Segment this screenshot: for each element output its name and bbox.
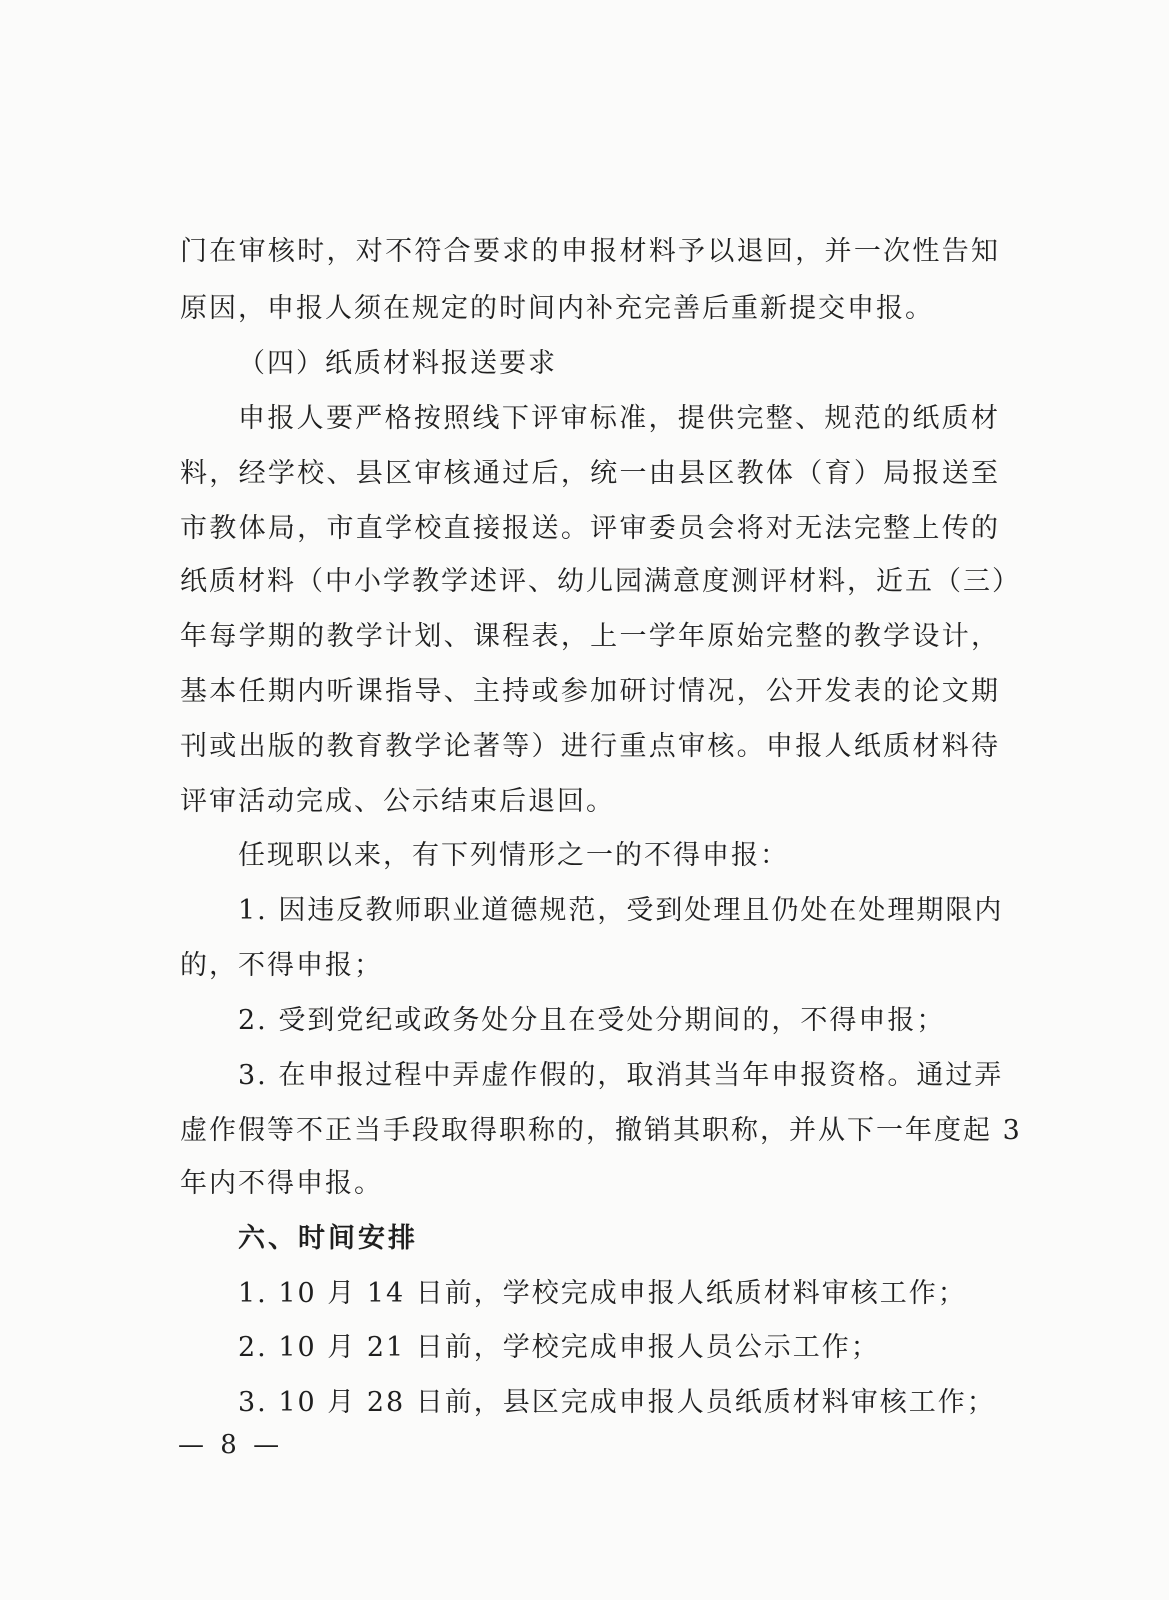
schedule-item: 3. 10 月 28 日前，县区完成申报人员纸质材料审核工作； [238,1387,996,1418]
paragraph-line: 门在审核时，对不符合要求的申报材料予以退回，并一次性告知 [180,236,1000,267]
paragraph-line: 年内不得申报。 [180,1168,383,1199]
paragraph-line: 评审活动完成、公示结束后退回。 [180,786,615,817]
page-number: — 8 — [178,1430,284,1460]
paragraph-line: 任现职以来，有下列情形之一的不得申报： [238,840,789,871]
paragraph-line: 基本任期内听课指导、主持或参加研讨情况，公开发表的论文期 [180,676,1000,707]
schedule-item: 2. 10 月 21 日前，学校完成申报人员公示工作； [238,1332,880,1363]
paragraph-line: 料，经学校、县区审核通过后，统一由县区教体（育）局报送至 [180,458,1000,489]
schedule-item: 1. 10 月 14 日前，学校完成申报人纸质材料审核工作； [238,1278,967,1309]
list-item: 1. 因违反教师职业道德规范，受到处理且仍处在处理期限内 [238,895,1004,926]
paragraph-line: 刊或出版的教育教学论著等）进行重点审核。申报人纸质材料待 [180,731,1000,762]
paragraph-line: 的，不得申报； [180,950,383,981]
paragraph-line: 申报人要严格按照线下评审标准，提供完整、规范的纸质材 [238,403,1000,434]
paragraph-line: 原因，申报人须在规定的时间内补充完善后重新提交申报。 [180,293,934,324]
list-item: 2. 受到党纪或政务处分且在受处分期间的，不得申报； [238,1005,946,1036]
section-subheading: （四）纸质材料报送要求 [238,348,557,379]
paragraph-line: 市教体局，市直学校直接报送。评审委员会将对无法完整上传的 [180,513,1000,544]
section-heading: 六、时间安排 [238,1223,418,1254]
paragraph-line: 纸质材料（中小学教学述评、幼儿园满意度测评材料，近五（三） [180,566,1021,597]
list-item: 3. 在申报过程中弄虚作假的，取消其当年申报资格。通过弄 [238,1060,1004,1091]
paragraph-line: 虚作假等不正当手段取得职称的，撤销其职称，并从下一年度起 3 [180,1115,1022,1146]
paragraph-line: 年每学期的教学计划、课程表，上一学年原始完整的教学设计， [180,621,1000,652]
